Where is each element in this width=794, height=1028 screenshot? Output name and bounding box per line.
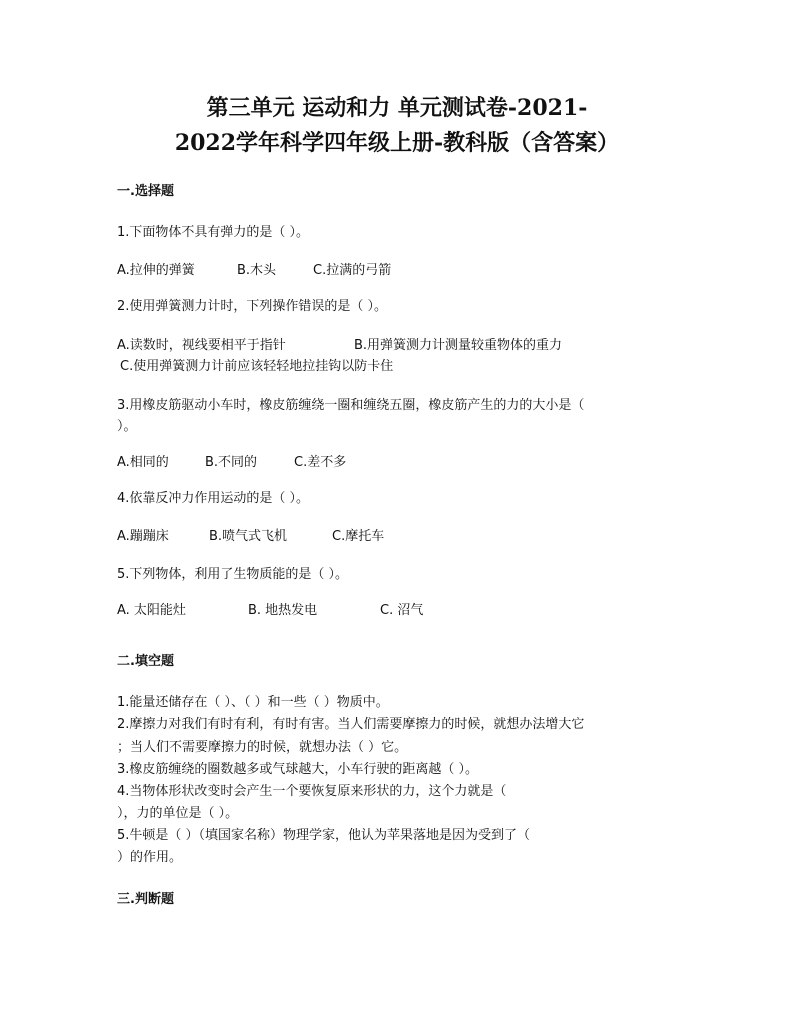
option-c: C.摩托车 — [332, 529, 385, 544]
question-1-options — [117, 262, 391, 280]
option-b: B.用弹簧测力计测量较重物体的重力 — [354, 338, 563, 353]
document-title-line-2: 2022学年科学四年级上册-教科版（含答案） — [174, 130, 620, 156]
section-heading-fill-blank: 二.填空题 — [117, 654, 174, 669]
option-c: C.差不多 — [294, 455, 347, 470]
question-5-options — [117, 602, 423, 620]
option-a: A.拉伸的弹簧 — [117, 263, 195, 278]
option-a: A.相同的 — [117, 455, 169, 470]
option-a: A.读数时，视线要相平于指针 — [117, 338, 286, 353]
section-heading-true-false: 三.判断题 — [117, 892, 174, 907]
question-3-stem-continued: ）。 — [117, 419, 137, 434]
question-4-options — [117, 528, 384, 546]
question-2-options — [117, 337, 562, 355]
option-c: C.拉满的弓箭 — [313, 263, 392, 278]
document-title-line-1: 第三单元 运动和力 单元测试卷-2021- — [206, 95, 588, 121]
question-2-stem: 2.使用弹簧测力计时，下列操作错误的是（ ）。 — [117, 299, 388, 314]
question-3-stem: 3.用橡皮筋驱动小车时，橡皮筋缠绕一圈和缠绕五圈，橡皮筋产生的力的大小是（ — [117, 398, 585, 413]
option-b: B.不同的 — [205, 455, 258, 470]
question-1-stem: 1.下面物体不具有弹力的是（ ）。 — [117, 225, 310, 240]
section-heading-choice: 一.选择题 — [117, 184, 174, 199]
question-3-options — [117, 454, 346, 472]
option-c: C. 沼气 — [380, 603, 424, 618]
fill-blank-line-5: 4.当物体形状改变时会产生一个要恢复原来形状的力，这个力就是（ — [117, 784, 507, 799]
question-2-option-c: C.使用弹簧测力计前应该轻轻地拉挂钩以防卡住 — [120, 359, 394, 374]
fill-blank-line-6: ），力的单位是（ ）。 — [117, 806, 239, 821]
option-b: B.木头 — [237, 263, 277, 278]
option-a: A. 太阳能灶 — [117, 603, 186, 618]
option-b: B. 地热发电 — [248, 603, 318, 618]
fill-blank-line-1: 1.能量还储存在（ ）、（ ）和一些（ ）物质中。 — [117, 695, 389, 710]
fill-blank-line-4: 3.橡皮筋缠绕的圈数越多或气球越大，小车行驶的距离越（ ）。 — [117, 762, 479, 777]
fill-blank-line-8: ）的作用。 — [117, 850, 183, 865]
option-b: B.喷气式飞机 — [209, 529, 288, 544]
fill-blank-line-3: ；当人们不需要摩擦力的时候，就想办法（ ）它。 — [117, 740, 408, 755]
option-a: A.蹦蹦床 — [117, 529, 169, 544]
fill-blank-line-7: 5.牛顿是（ ）（填国家名称）物理学家，他认为苹果落地是因为受到了（ — [117, 828, 531, 843]
question-4-stem: 4.依靠反冲力作用运动的是（ ）。 — [117, 491, 310, 506]
fill-blank-line-2: 2.摩擦力对我们有时有利，有时有害。当人们需要摩擦力的时候，就想办法增大它 — [117, 717, 585, 732]
question-5-stem: 5.下列物体，利用了生物质能的是（ ）。 — [117, 567, 349, 582]
